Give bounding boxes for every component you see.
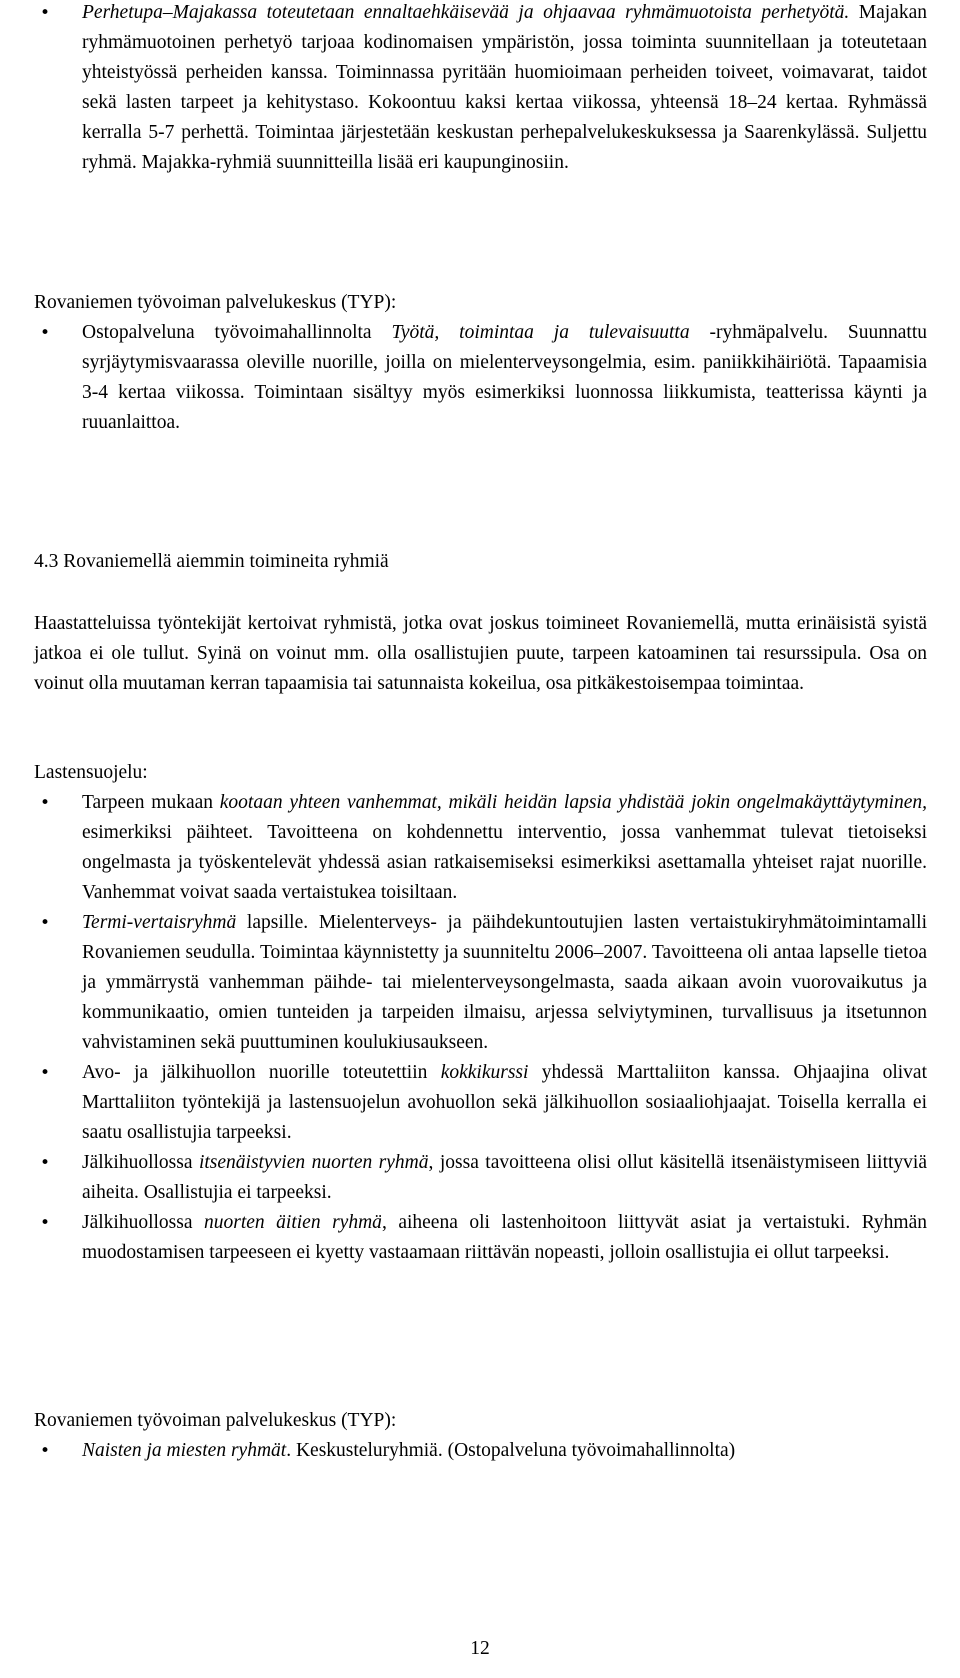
- emphasis-text: itsenäistyvien nuorten ryhmä: [198, 1152, 429, 1173]
- majakka-section: [34, 0, 927, 178]
- list-item: [34, 908, 927, 1058]
- item-text: -ryhmäpalvelu. Suunnattu syrjäytymisvaarassa oleville nuorille, joilla on mielenterveysongelmia, esim. paniikkihäiriötä. Tapaamisia 3-4 kertaa viikossa. Toimintaan sisältyy myös esimerkiksi luonnossa liikkumista, teatterissa käynti ja ruuanlaittoa.: [82, 322, 927, 433]
- item-text: lapsille. Mielenterveys- ja päihdekuntoutujien lasten vertaistukiryhmätoimintamalli Rovaniemen seudulla. Toimintaa käynnistetty ja suunniteltu 2006–2007. Tavoitteena oli antaa lapselle tietoa ja ymmärrystä vanhemman päihde- tai mielenterveysongelmasta, saada aikaan avoin vuorovaikutus ja kommunikaatio, omien tunteiden ja tarpeiden ilmaisu, arjessa selviytyminen, turvallisuus ja itsetunnon vahvistaminen sekä puuttuminen koulukiusaukseen.: [82, 912, 927, 1053]
- item-text: Majakan ryhmämuotoinen perhetyö tarjoaa kodinomaisen ympäristön, jossa toiminta suunnitellaan ja toteutetaan yhteistyössä perheiden kanssa. Toiminnassa pyritään huomioimaan perheiden toiveet, voimavarat, taidot sekä lasten tarpeet ja kehitystaso. Kokoontuu kaksi kertaa viikossa, yhteensä 18–24 kertaa. Ryhmässä kerralla 5-7 perhettä. Toimintaa järjestetään keskustan perhepalvelukeskuksessa ja Saarenkylässä. Suljettu ryhmä. Majakka-ryhmiä suunnitteilla lisää eri kaupunginosiin.: [82, 2, 927, 173]
- typ-section-2: [34, 1406, 927, 1466]
- list-item: [34, 0, 927, 178]
- emphasis-text: kootaan yhteen vanhemmat, mikäli heidän lapsia yhdistää jokin ongelmakäyttäytyminen,: [219, 792, 927, 813]
- bullet-list: [34, 1436, 927, 1466]
- item-text: esimerkiksi päihteet. Tavoitteena on kohdennettu interventio, jossa vanhemmat tulevat tietoiseksi ongelmasta ja työskentelevät yhdessä asian ratkaisemiseksi esimerkiksi asettamalla yhteiset rajat nuorille. Vanhemmat voivat saada vertaistukea toisiltaan.: [82, 822, 927, 903]
- list-item: [34, 318, 927, 438]
- item-text: , jossa tavoitteena olisi ollut käsitellä itsenäistymiseen liittyviä aiheita. Osallistujia ei tarpeeksi.: [82, 1152, 928, 1203]
- list-item: [34, 1208, 927, 1268]
- list-item: [34, 1058, 927, 1148]
- item-text: Avo- ja jälkihuollon nuorille toteutettiin: [82, 1062, 441, 1083]
- item-text: , aiheena oli lastenhoitoon liittyvät asiat ja vertaistuki. Ryhmän muodostamisen tarpeeseen ei kyetty vastaamaan riittävän nopeasti, jolloin osallistujia ei ollut tarpeeksi.: [82, 1212, 928, 1263]
- subheading-lastensuojelu: Lastensuojelu:: [34, 762, 148, 783]
- item-text: . Keskusteluryhmiä. (Ostopalveluna työvoimahallinnolta): [286, 1440, 736, 1461]
- intro-paragraph: Haastatteluissa työntekijät kertoivat ryhmistä, jotka ovat joskus toimineet Rovaniemellä, mutta erinäisistä syistä jatkoa ei ole tullut. Syinä on voinut mm. olla osallistujien puute, tarpeen katoaminen tai resurssipula. Osa on voinut olla muutaman kerran tapaamisia tai satunnaista kokeilua, osa pitkäkestoisempaa toimintaa.: [34, 613, 927, 694]
- lastensuojelu-section: [34, 758, 927, 1268]
- emphasis-text: nuorten äitien ryhmä: [204, 1212, 382, 1233]
- list-item: [34, 788, 927, 908]
- item-text: Jälkihuollossa: [82, 1152, 199, 1173]
- emphasis-text: kokkikurssi: [440, 1062, 529, 1083]
- list-item: [34, 1436, 927, 1466]
- typ-section: [34, 288, 927, 438]
- subheading-typ: Rovaniemen työvoiman palvelukeskus (TYP):: [34, 292, 397, 313]
- emphasis-text: Naisten ja miesten ryhmät: [82, 1440, 287, 1461]
- emphasis-text: Perhetupa–Majakassa toteutetaan ennaltaehkäisevää ja ohjaavaa ryhmämuotoista perhetyötä.: [82, 2, 850, 23]
- item-text: Tarpeen mukaan: [82, 792, 220, 813]
- bullet-list: [34, 788, 927, 1268]
- emphasis-text: Työtä, toimintaa ja tulevaisuutta: [391, 322, 690, 343]
- bullet-list: [34, 318, 927, 438]
- item-text: Ostopalveluna työvoimahallinnolta: [82, 322, 392, 343]
- subheading-typ: Rovaniemen työvoiman palvelukeskus (TYP):: [34, 1410, 397, 1431]
- bullet-list: [34, 0, 927, 178]
- page-number: 12: [470, 1638, 490, 1659]
- item-text: Jälkihuollossa: [82, 1212, 205, 1233]
- item-text: yhdessä Marttaliiton kanssa. Ohjaajina olivat Marttaliiton työntekijä ja lastensuojelun avohuollon sekä jälkihuollon sosiaaliohjaajat. Toisella kerralla ei saatu osallistujia tarpeeksi.: [82, 1062, 927, 1143]
- list-item: [34, 1148, 927, 1208]
- emphasis-text: Termi-vertaisryhmä: [82, 912, 237, 933]
- section-heading: 4.3 Rovaniemellä aiemmin toimineita ryhmiä: [34, 551, 389, 572]
